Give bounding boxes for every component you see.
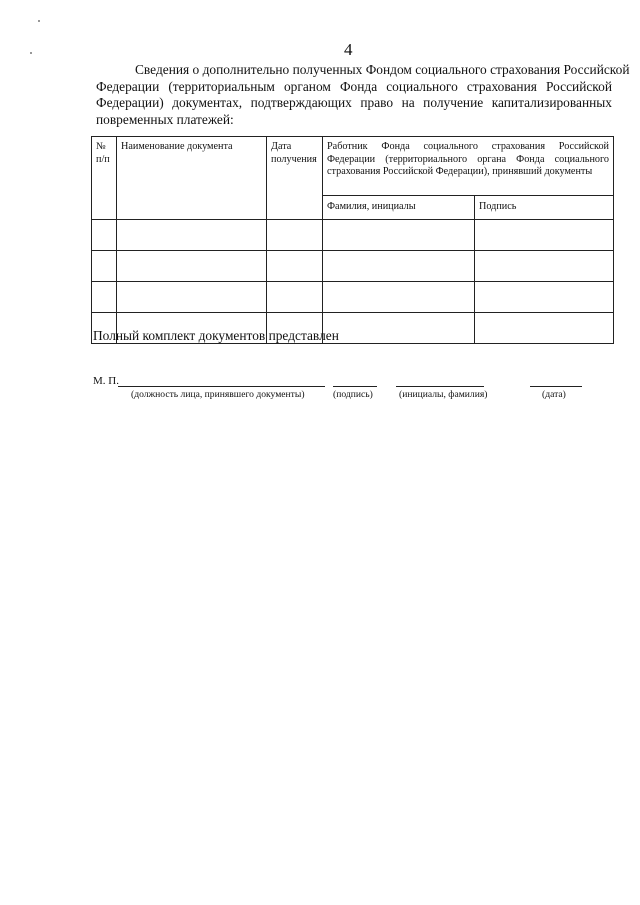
intro-paragraph [96, 62, 630, 128]
table-cell[interactable] [117, 220, 267, 251]
header-fio: Фамилия, инициалы [323, 195, 475, 219]
header-employee: Работник Фонда социального страхования Российской Федерации (территориального органа Фонда социального страхования Российской Федерации), принявший документы [323, 137, 614, 196]
table-cell[interactable] [323, 220, 475, 251]
signature-line[interactable] [333, 386, 377, 387]
date-line[interactable] [530, 386, 582, 387]
table-cell[interactable] [267, 251, 323, 282]
documents-table [91, 136, 614, 344]
signature-caption: (подпись) [333, 389, 373, 400]
table-cell[interactable] [475, 251, 614, 282]
position-caption: (должность лица, принявшего документы) [131, 389, 305, 400]
stamp-label: М. П. [93, 375, 119, 387]
header-num: № п/п [92, 137, 117, 220]
header-signature: Подпись [475, 195, 614, 219]
table-cell[interactable] [475, 220, 614, 251]
position-line[interactable] [118, 386, 325, 387]
date-caption: (дата) [542, 389, 566, 400]
table-cell[interactable] [323, 251, 475, 282]
table-cell[interactable] [475, 282, 614, 313]
intro-line: Федерации) документах, подтверждающих право на получение капитализированных [96, 95, 612, 111]
name-caption: (инициалы, фамилия) [399, 389, 488, 400]
table-cell[interactable] [92, 220, 117, 251]
table-cell[interactable] [92, 251, 117, 282]
table-cell[interactable] [92, 282, 117, 313]
table-cell[interactable] [117, 251, 267, 282]
table-cell[interactable] [475, 313, 614, 344]
scan-speck [30, 52, 32, 54]
table-cell[interactable] [267, 282, 323, 313]
complete-set-statement: Полный комплект документов представлен [93, 328, 339, 343]
header-date: Дата получения [267, 137, 323, 220]
table-cell[interactable] [117, 282, 267, 313]
table-cell[interactable] [323, 313, 475, 344]
table-row [92, 282, 614, 313]
table-cell[interactable] [323, 282, 475, 313]
table-cell[interactable] [267, 220, 323, 251]
intro-line: Федерации (территориальным органом Фонда социального страхования Российской [96, 78, 612, 94]
table-row [92, 251, 614, 282]
name-line[interactable] [396, 386, 484, 387]
table-row [92, 220, 614, 251]
scan-speck [38, 20, 40, 22]
page-number: 4 [344, 40, 353, 59]
intro-line: повременных платежей: [96, 111, 234, 127]
intro-line: Сведения о дополнительно полученных Фондом социального страхования Российской [135, 62, 630, 77]
table-header-row [92, 137, 614, 196]
header-document-name: Наименование документа [117, 137, 267, 220]
